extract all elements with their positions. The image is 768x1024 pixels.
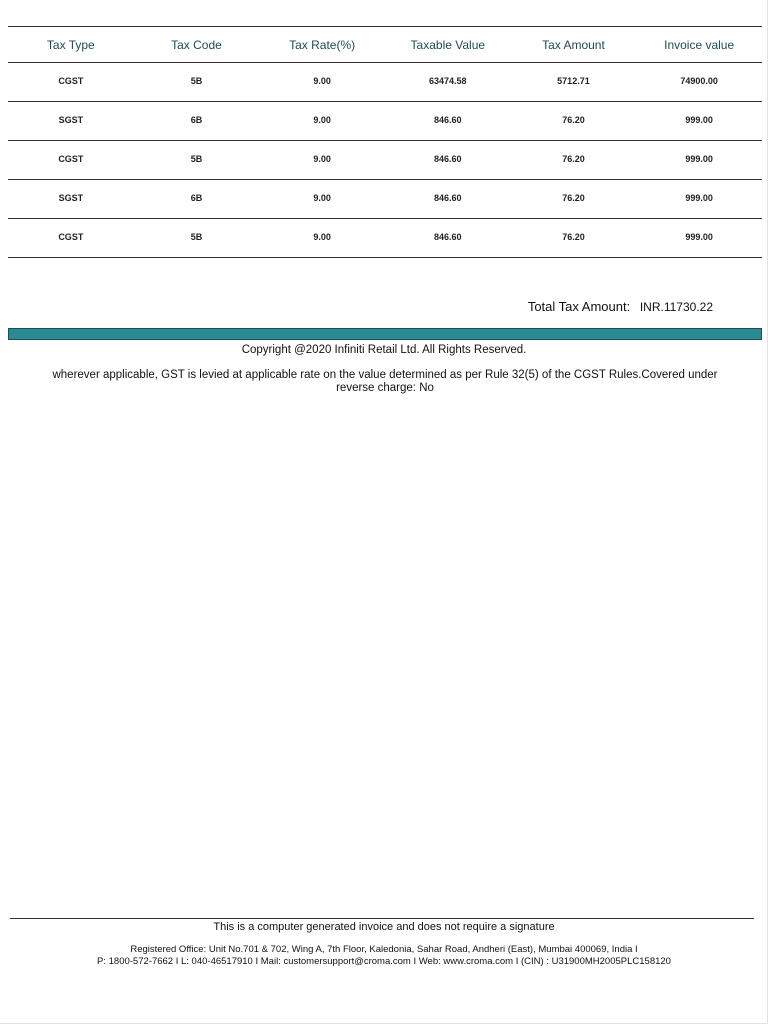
- computer-generated-note: This is a computer generated invoice and does not require a signature: [213, 921, 555, 933]
- tax-table-header-row: [8, 27, 762, 63]
- tax-table: [8, 26, 762, 258]
- cell-tax-rate: 9.00: [259, 141, 385, 180]
- cell-tax-code: 5B: [134, 219, 260, 258]
- footer-divider: [10, 918, 754, 919]
- header-invoice-value: Invoice value: [636, 27, 762, 63]
- header-tax-amount: Tax Amount: [511, 27, 637, 63]
- header-tax-rate: Tax Rate(%): [259, 27, 385, 63]
- cell-taxable-value: 63474.58: [385, 63, 511, 102]
- cell-tax-amount: 76.20: [511, 102, 637, 141]
- cell-tax-rate: 9.00: [259, 180, 385, 219]
- cell-tax-type: SGST: [8, 180, 134, 219]
- contact-details: P: 1800-572-7662 I L: 040-46517910 I Mail: customersupport@croma.com I Web: www.croma.com I (CIN) : U31900MH2005PLC158120: [97, 956, 671, 967]
- table-row: [8, 141, 762, 180]
- registered-office-address: Registered Office: Unit No.701 & 702, Wing A, 7th Floor, Kaledonia, Sahar Road, Andheri (East), Mumbai 400069, India I: [130, 944, 638, 955]
- cell-tax-amount: 76.20: [511, 141, 637, 180]
- cell-tax-code: 5B: [134, 63, 260, 102]
- table-row: [8, 102, 762, 141]
- total-tax-value: INR.11730.22: [639, 300, 713, 314]
- cell-taxable-value: 846.60: [385, 102, 511, 141]
- cell-tax-code: 6B: [134, 180, 260, 219]
- cell-tax-type: CGST: [8, 141, 134, 180]
- table-row: [8, 63, 762, 102]
- cell-tax-rate: 9.00: [259, 219, 385, 258]
- cell-taxable-value: 846.60: [385, 219, 511, 258]
- cell-tax-code: 5B: [134, 141, 260, 180]
- table-row: [8, 219, 762, 258]
- cell-invoice-value: 999.00: [636, 180, 762, 219]
- cell-tax-code: 6B: [134, 102, 260, 141]
- header-taxable-value: Taxable Value: [385, 27, 511, 63]
- header-tax-type: Tax Type: [8, 27, 134, 63]
- cell-tax-rate: 9.00: [259, 102, 385, 141]
- cell-invoice-value: 999.00: [636, 141, 762, 180]
- header-tax-code: Tax Code: [134, 27, 260, 63]
- copyright-text: Copyright @2020 Infiniti Retail Ltd. All Rights Reserved.: [241, 344, 527, 356]
- cell-taxable-value: 846.60: [385, 141, 511, 180]
- cell-invoice-value: 74900.00: [636, 63, 762, 102]
- cell-tax-amount: 76.20: [511, 219, 637, 258]
- total-tax-amount: [528, 299, 713, 314]
- cell-tax-type: CGST: [8, 63, 134, 102]
- cell-tax-rate: 9.00: [259, 63, 385, 102]
- cell-taxable-value: 846.60: [385, 180, 511, 219]
- cell-tax-type: SGST: [8, 102, 134, 141]
- cell-invoice-value: 999.00: [636, 219, 762, 258]
- cell-tax-amount: 76.20: [511, 180, 637, 219]
- gst-note: wherever applicable, GST is levied at applicable rate on the value determined as per Rule 32(5) of the CGST Rules.Covered under reverse charge: No: [52, 369, 718, 394]
- cell-tax-amount: 5712.71: [511, 63, 637, 102]
- cell-tax-type: CGST: [8, 219, 134, 258]
- cell-invoice-value: 999.00: [636, 102, 762, 141]
- table-row: [8, 180, 762, 219]
- total-tax-label: Total Tax Amount:: [527, 299, 631, 314]
- accent-divider-bar: [8, 328, 762, 340]
